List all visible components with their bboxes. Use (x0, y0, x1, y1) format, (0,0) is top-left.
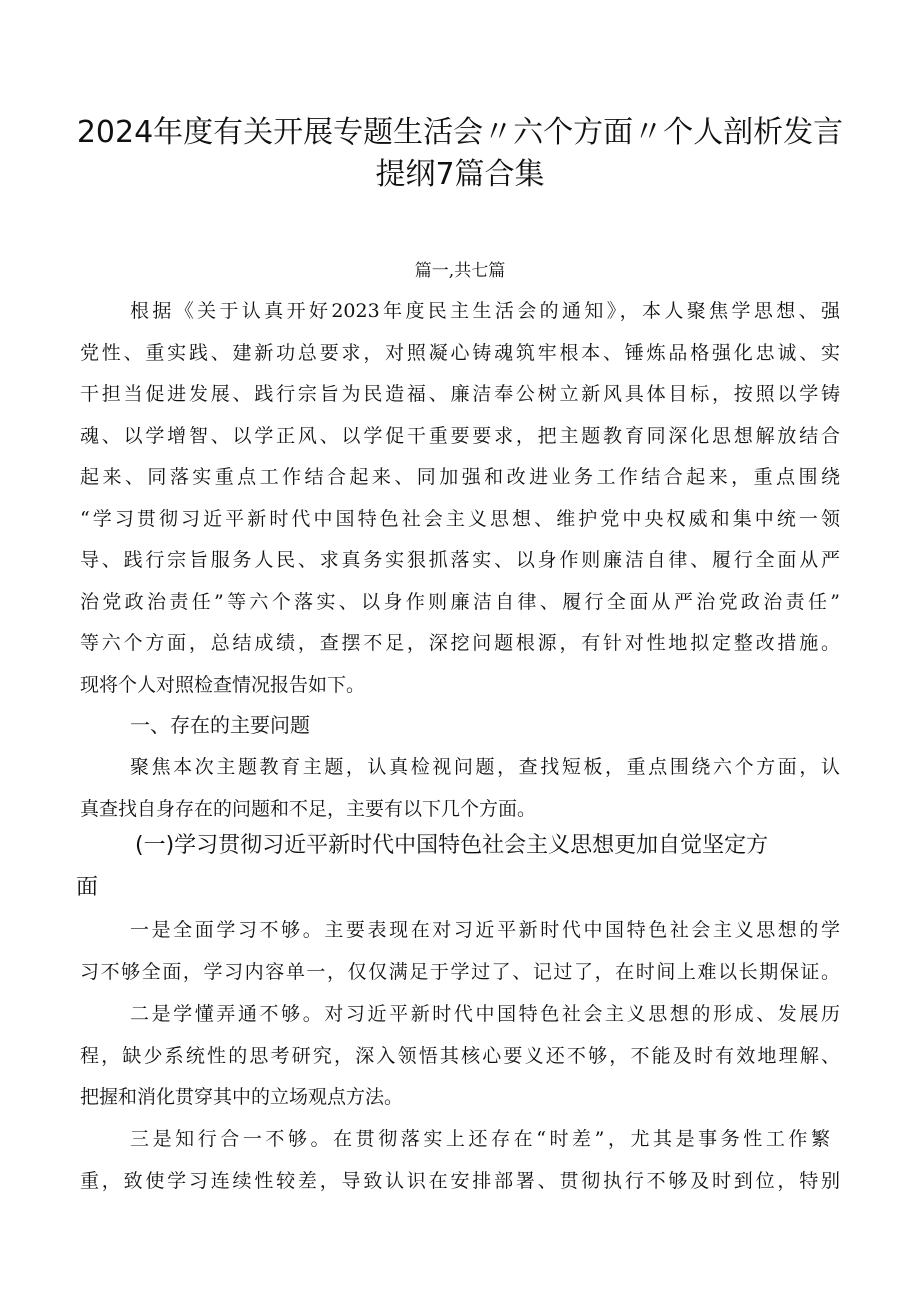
point-line: 二是学懂弄通不够。对习近平新时代中国特色社会主义思想的形成、发展历 (130, 1003, 840, 1025)
intro-line: 干担当促进发展、践行宗旨为民造福、廉洁奉公树立新风具体目标，按照以学铸 (80, 383, 840, 405)
subsection-heading-line-1: (一)学习贯彻习近平新时代中国特色社会主义思想更加自觉坚定方 (135, 833, 769, 858)
intro-line: 党性、重实践、建新功总要求，对照凝心铸魂筑牢根本、锤炼品格强化忠诚、实 (80, 342, 840, 364)
subsection-heading-line-2: 面 (76, 875, 99, 900)
point-line: 把握和消化贯穿其中的立场观点方法。 (80, 1086, 404, 1108)
intro-line: 根据《关于认真开好2023年度民主生活会的通知》，本人聚焦学思想、强 (130, 300, 840, 322)
section-paragraph-line: 真查找自身存在的问题和不足，主要有以下几个方面。 (80, 798, 537, 820)
point-line: 程，缺少系统性的思考研究，深入领悟其核心要义还不够，不能及时有效地理解、 (80, 1045, 840, 1067)
section-heading: 一、存在的主要问题 (130, 713, 310, 737)
point-line: 重，致使学习连续性较差，导致认识在安排部署、贯彻执行不够及时到位，特别 (80, 1170, 840, 1192)
document-title-line-2: 提纲7篇合集 (375, 157, 545, 192)
intro-line: 等六个方面，总结成绩，查摆不足，深挖问题根源，有针对性地拟定整改措施。 (80, 632, 840, 654)
intro-line: 导、践行宗旨服务人民、求真务实狠抓落实、以身作则廉洁自律、履行全面从严 (80, 549, 840, 571)
point-line: 习不够全面，学习内容单一，仅仅满足于学过了、记过了，在时间上难以长期保证。 (80, 961, 840, 983)
document-title-line-1: 2024年度有关开展专题生活会〃六个方面〃个人剖析发言 (76, 115, 844, 150)
intro-line: 魂、以学增智、以学正风、以学促干重要要求，把主题教育同深化思想解放结合 (80, 425, 840, 447)
point-line: 三是知行合一不够。在贯彻落实上还存在“时差”，尤其是事务性工作繁 (130, 1128, 830, 1150)
intro-line: 起来、同落实重点工作结合起来、同加强和改进业务工作结合起来，重点围绕 (80, 466, 840, 488)
intro-line: 现将个人对照检查情况报告如下。 (80, 674, 366, 696)
intro-line: “学习贯彻习近平新时代中国特色社会主义思想、维护党中央权威和集中统一领 (80, 508, 840, 530)
intro-line: 治党政治责任”等六个落实、以身作则廉洁自律、履行全面从严治党政治责任” (80, 591, 840, 613)
section-paragraph-line: 聚焦本次主题教育主题，认真检视问题，查找短板，重点围绕六个方面，认 (130, 756, 840, 778)
point-line: 一是全面学习不够。主要表现在对习近平新时代中国特色社会主义思想的学 (130, 919, 840, 941)
document-subtitle: 篇一,共七篇 (414, 261, 506, 281)
